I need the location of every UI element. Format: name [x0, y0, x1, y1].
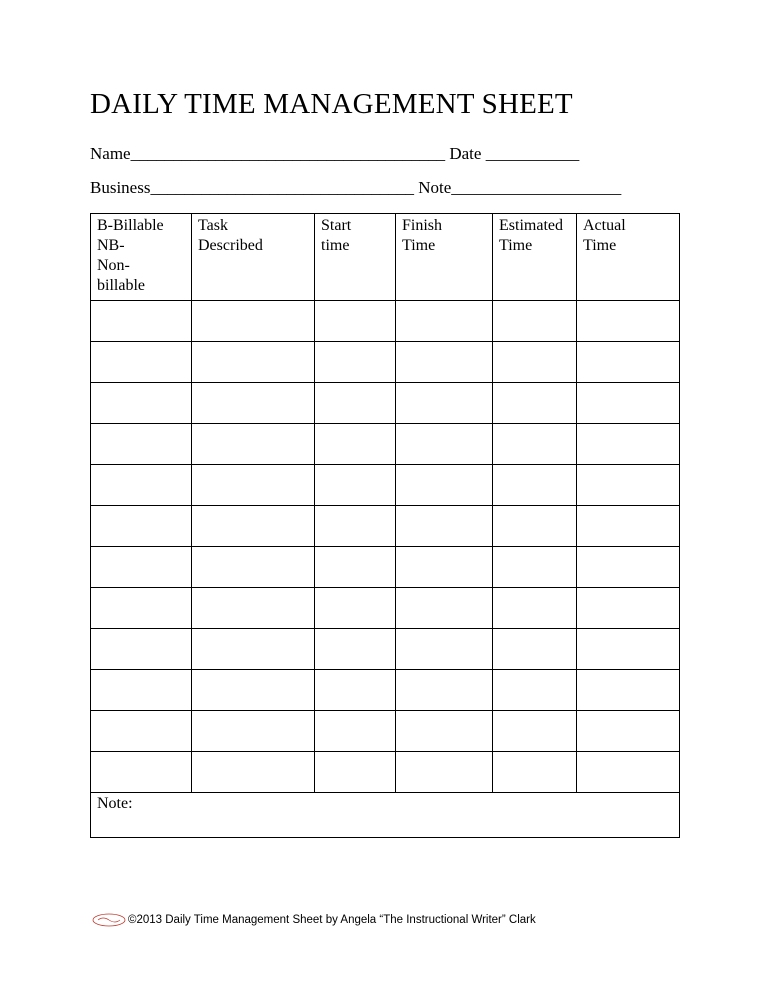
finish-time-cell[interactable]	[396, 547, 493, 588]
estimated-time-cell[interactable]	[493, 342, 577, 383]
estimated-time-cell[interactable]	[493, 711, 577, 752]
table-body	[91, 301, 680, 838]
business-note-line	[90, 178, 621, 198]
billable-cell[interactable]	[91, 383, 192, 424]
estimated-time-cell[interactable]	[493, 752, 577, 793]
actual-time-cell[interactable]	[577, 424, 680, 465]
header-line: Described	[198, 237, 263, 254]
table-row	[91, 465, 680, 506]
header-line: Non-	[97, 257, 130, 274]
note-row	[91, 793, 680, 838]
header-estimated-time	[493, 214, 577, 301]
task-cell[interactable]	[192, 547, 315, 588]
actual-time-cell[interactable]	[577, 465, 680, 506]
estimated-time-cell[interactable]	[493, 506, 577, 547]
estimated-time-cell[interactable]	[493, 383, 577, 424]
table-row	[91, 547, 680, 588]
start-time-cell[interactable]	[315, 506, 396, 547]
header-line: Time	[583, 237, 617, 254]
header-row	[91, 214, 680, 301]
finish-time-cell[interactable]	[396, 588, 493, 629]
billable-cell[interactable]	[91, 711, 192, 752]
actual-time-cell[interactable]	[577, 342, 680, 383]
task-cell[interactable]	[192, 670, 315, 711]
table-row	[91, 383, 680, 424]
start-time-cell[interactable]	[315, 547, 396, 588]
start-time-cell[interactable]	[315, 752, 396, 793]
task-cell[interactable]	[192, 752, 315, 793]
actual-time-cell[interactable]	[577, 547, 680, 588]
task-cell[interactable]	[192, 506, 315, 547]
finish-time-cell[interactable]	[396, 465, 493, 506]
footer-copyright: ©2013 Daily Time Management Sheet by Angela “The Instructional Writer” Clark	[128, 914, 536, 926]
finish-time-cell[interactable]	[396, 301, 493, 342]
finish-time-cell[interactable]	[396, 670, 493, 711]
header-line: Estimated	[499, 217, 563, 234]
task-cell[interactable]	[192, 629, 315, 670]
table-row	[91, 506, 680, 547]
finish-time-cell[interactable]	[396, 424, 493, 465]
actual-time-cell[interactable]	[577, 301, 680, 342]
header-line: B-Billable	[97, 217, 164, 234]
table-row	[91, 588, 680, 629]
start-time-cell[interactable]	[315, 711, 396, 752]
task-cell[interactable]	[192, 465, 315, 506]
start-time-cell[interactable]	[315, 342, 396, 383]
billable-cell[interactable]	[91, 301, 192, 342]
table-row	[91, 752, 680, 793]
time-sheet-table	[90, 213, 680, 838]
finish-time-cell[interactable]	[396, 711, 493, 752]
billable-cell[interactable]	[91, 547, 192, 588]
finish-time-cell[interactable]	[396, 506, 493, 547]
actual-time-cell[interactable]	[577, 629, 680, 670]
billable-cell[interactable]	[91, 465, 192, 506]
task-cell[interactable]	[192, 424, 315, 465]
estimated-time-cell[interactable]	[493, 670, 577, 711]
footer	[92, 913, 536, 927]
header-line: Start	[321, 217, 352, 234]
billable-cell[interactable]	[91, 629, 192, 670]
name-label: Name	[90, 144, 131, 163]
actual-time-cell[interactable]	[577, 670, 680, 711]
billable-cell[interactable]	[91, 752, 192, 793]
name-blank[interactable]: _____________________________________	[130, 144, 446, 163]
date-label: Date	[449, 144, 482, 163]
task-cell[interactable]	[192, 301, 315, 342]
billable-cell[interactable]	[91, 588, 192, 629]
header-line: Actual	[583, 217, 626, 234]
finish-time-cell[interactable]	[396, 629, 493, 670]
estimated-time-cell[interactable]	[493, 629, 577, 670]
estimated-time-cell[interactable]	[493, 424, 577, 465]
page-title: DAILY TIME MANAGEMENT SHEET	[90, 88, 573, 120]
start-time-cell[interactable]	[315, 465, 396, 506]
start-time-cell[interactable]	[315, 670, 396, 711]
finish-time-cell[interactable]	[396, 342, 493, 383]
header-task	[192, 214, 315, 301]
billable-cell[interactable]	[91, 424, 192, 465]
header-line: NB-	[97, 237, 125, 254]
start-time-cell[interactable]	[315, 424, 396, 465]
header-line: time	[321, 237, 350, 254]
finish-time-cell[interactable]	[396, 383, 493, 424]
header-finish-time	[396, 214, 493, 301]
note-cell-label: Note:	[97, 795, 133, 812]
billable-cell[interactable]	[91, 342, 192, 383]
estimated-time-cell[interactable]	[493, 547, 577, 588]
header-line: Finish	[402, 217, 443, 234]
header-actual-time	[577, 214, 680, 301]
header-start-time	[315, 214, 396, 301]
table-row	[91, 424, 680, 465]
task-cell[interactable]	[192, 711, 315, 752]
note-label: Note	[418, 178, 452, 197]
actual-time-cell[interactable]	[577, 711, 680, 752]
estimated-time-cell[interactable]	[493, 588, 577, 629]
start-time-cell[interactable]	[315, 383, 396, 424]
note-cell[interactable]	[91, 793, 680, 838]
note-blank[interactable]: ____________________	[451, 178, 622, 197]
actual-time-cell[interactable]	[577, 588, 680, 629]
name-date-line	[90, 144, 579, 164]
table-row	[91, 629, 680, 670]
header-line: Time	[499, 237, 533, 254]
billable-cell[interactable]	[91, 670, 192, 711]
date-blank[interactable]: ___________	[485, 144, 580, 163]
instructional-writer-logo-icon	[92, 913, 126, 927]
actual-time-cell[interactable]	[577, 752, 680, 793]
estimated-time-cell[interactable]	[493, 465, 577, 506]
business-label: Business	[90, 178, 151, 197]
finish-time-cell[interactable]	[396, 752, 493, 793]
business-blank[interactable]: _______________________________	[150, 178, 414, 197]
header-line: Time	[402, 237, 436, 254]
estimated-time-cell[interactable]	[493, 301, 577, 342]
table-row	[91, 711, 680, 752]
start-time-cell[interactable]	[315, 629, 396, 670]
start-time-cell[interactable]	[315, 301, 396, 342]
header-line: billable	[97, 277, 145, 294]
start-time-cell[interactable]	[315, 588, 396, 629]
task-cell[interactable]	[192, 383, 315, 424]
header-billable	[91, 214, 192, 301]
header-line: Task	[198, 217, 228, 234]
actual-time-cell[interactable]	[577, 383, 680, 424]
table-row	[91, 670, 680, 711]
task-cell[interactable]	[192, 588, 315, 629]
table-row	[91, 301, 680, 342]
actual-time-cell[interactable]	[577, 506, 680, 547]
table-row	[91, 342, 680, 383]
task-cell[interactable]	[192, 342, 315, 383]
billable-cell[interactable]	[91, 506, 192, 547]
